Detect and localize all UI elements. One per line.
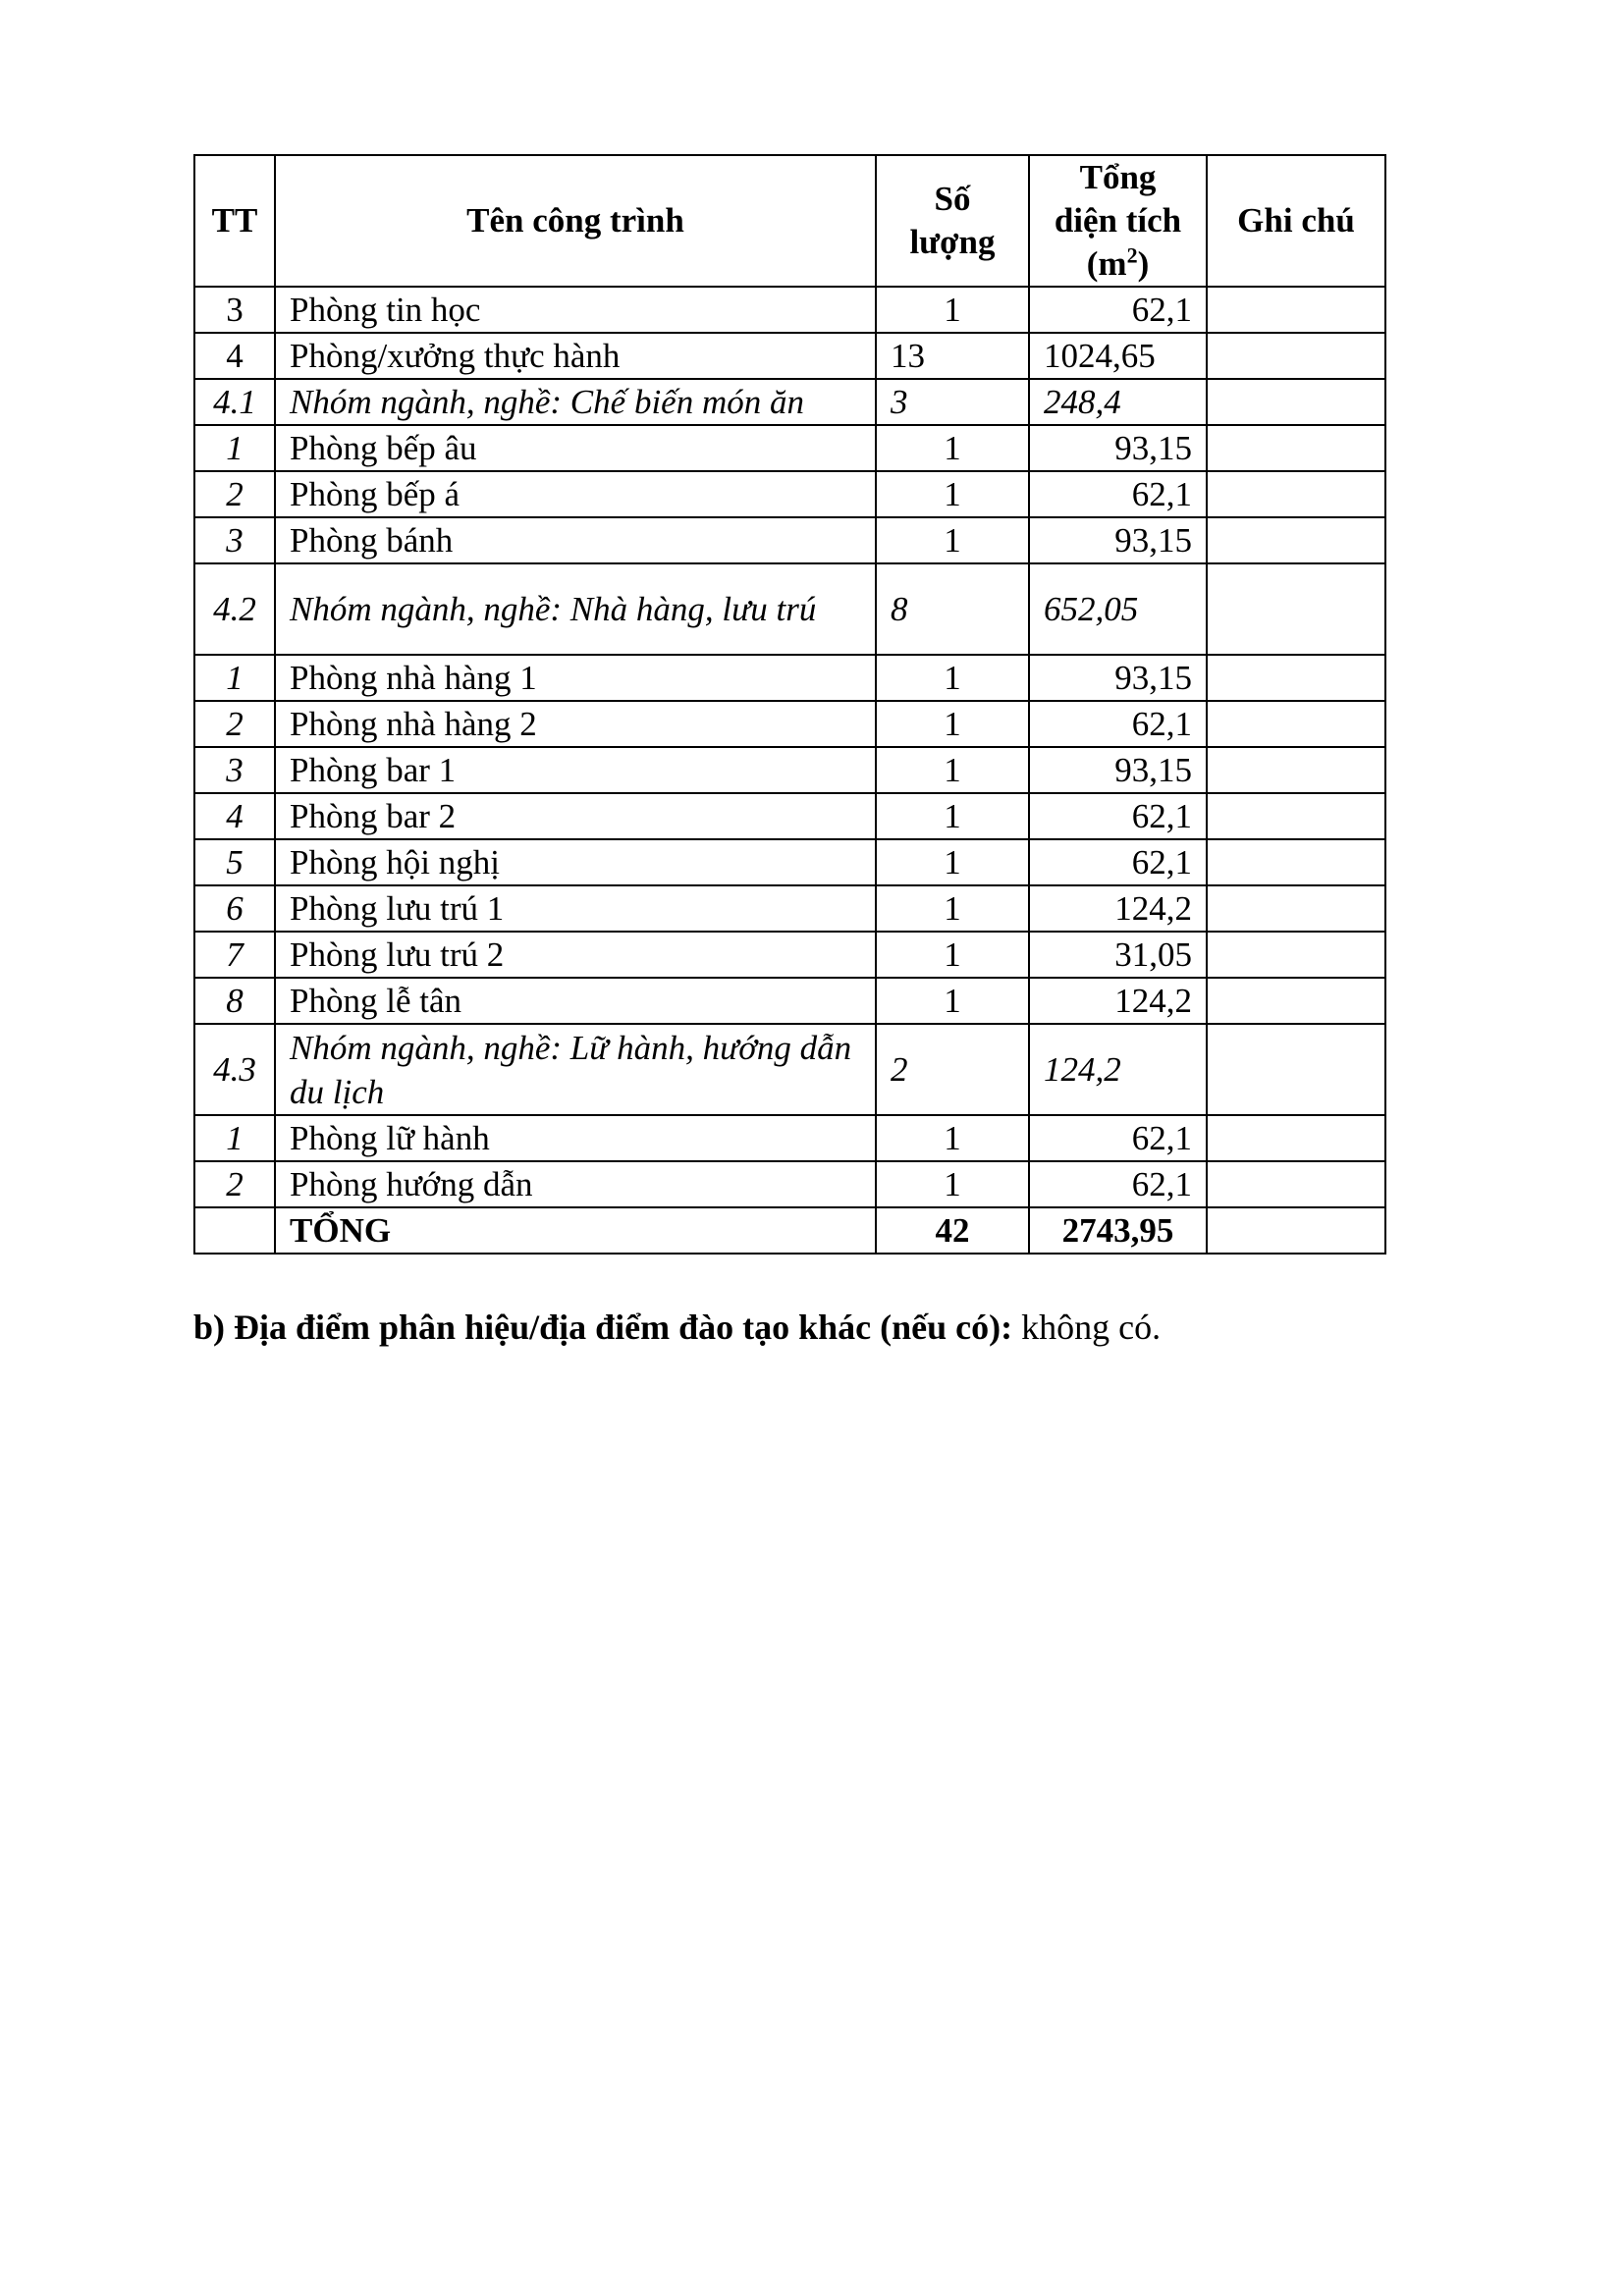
cell-qty: 2: [876, 1024, 1029, 1115]
cell-name: Phòng bếp á: [275, 471, 876, 517]
cell-tt: 4.1: [194, 379, 275, 425]
cell-note: [1207, 932, 1385, 978]
cell-name: Phòng hướng dẫn: [275, 1161, 876, 1207]
cell-qty: 1: [876, 1115, 1029, 1161]
cell-tt: 2: [194, 701, 275, 747]
cell-note: [1207, 1161, 1385, 1207]
cell-name: Phòng bar 2: [275, 793, 876, 839]
header-area: [1029, 155, 1207, 287]
cell-tt: 4.3: [194, 1024, 275, 1115]
header-note: Ghi chú: [1207, 155, 1385, 287]
cell-note: [1207, 701, 1385, 747]
cell-name: Phòng lưu trú 2: [275, 932, 876, 978]
cell-area: 652,05: [1029, 563, 1207, 655]
cell-name: Nhóm ngành, nghề: Nhà hàng, lưu trú: [275, 563, 876, 655]
cell-area: 93,15: [1029, 517, 1207, 563]
cell-tt: 3: [194, 287, 275, 333]
cell-area: 62,1: [1029, 839, 1207, 885]
table-row: [194, 287, 1385, 333]
cell-qty: 1: [876, 747, 1029, 793]
cell-note: [1207, 1024, 1385, 1115]
cell-note: [1207, 563, 1385, 655]
header-tt: TT: [194, 155, 275, 287]
cell-qty: 1: [876, 425, 1029, 471]
cell-note: [1207, 839, 1385, 885]
cell-area: 93,15: [1029, 655, 1207, 701]
table-row: [194, 655, 1385, 701]
cell-name: Phòng lễ tân: [275, 978, 876, 1024]
total-area: 2743,95: [1029, 1207, 1207, 1254]
cell-qty: 13: [876, 333, 1029, 379]
cell-note: [1207, 1207, 1385, 1254]
cell-tt: 8: [194, 978, 275, 1024]
header-area-unit: $(m^2)$: [1086, 242, 1150, 283]
table-row: [194, 333, 1385, 379]
cell-area: 62,1: [1029, 287, 1207, 333]
cell-note: [1207, 425, 1385, 471]
cell-name: Phòng bánh: [275, 517, 876, 563]
cell-note: [1207, 379, 1385, 425]
header-area-line2: diện tích: [1054, 201, 1182, 240]
cell-area: 124,2: [1029, 885, 1207, 932]
table-row: [194, 885, 1385, 932]
cell-qty: 1: [876, 517, 1029, 563]
cell-tt: 7: [194, 932, 275, 978]
cell-tt: 4.2: [194, 563, 275, 655]
cell-area: 62,1: [1029, 471, 1207, 517]
cell-area: 62,1: [1029, 701, 1207, 747]
cell-area: 62,1: [1029, 1115, 1207, 1161]
cell-area: 31,05: [1029, 932, 1207, 978]
cell-qty: 1: [876, 287, 1029, 333]
table-row: [194, 932, 1385, 978]
cell-note: [1207, 793, 1385, 839]
table-row: [194, 747, 1385, 793]
cell-tt: 5: [194, 839, 275, 885]
header-qty-line2: lượng: [909, 223, 996, 261]
table-group-row: [194, 563, 1385, 655]
total-label: TỔNG: [275, 1207, 876, 1254]
cell-area: 124,2: [1029, 1024, 1207, 1115]
footer-note-label: b) Địa điểm phân hiệu/địa điểm đào tạo khác (nếu có):: [193, 1308, 1013, 1347]
cell-note: [1207, 655, 1385, 701]
table-row: [194, 517, 1385, 563]
cell-qty: 8: [876, 563, 1029, 655]
cell-tt: 1: [194, 1115, 275, 1161]
cell-tt: 4: [194, 793, 275, 839]
table-header-row: [194, 155, 1385, 287]
cell-area: 93,15: [1029, 425, 1207, 471]
cell-qty: 1: [876, 978, 1029, 1024]
cell-tt: [194, 1207, 275, 1254]
cell-area: 248,4: [1029, 379, 1207, 425]
cell-qty: 1: [876, 1161, 1029, 1207]
cell-note: [1207, 517, 1385, 563]
cell-qty: 1: [876, 793, 1029, 839]
cell-name: Phòng bếp âu: [275, 425, 876, 471]
table-row: [194, 701, 1385, 747]
table-row: [194, 1115, 1385, 1161]
cell-name: Phòng nhà hàng 2: [275, 701, 876, 747]
cell-note: [1207, 747, 1385, 793]
cell-qty: 3: [876, 379, 1029, 425]
cell-name: Phòng lữ hành: [275, 1115, 876, 1161]
cell-tt: 1: [194, 655, 275, 701]
cell-note: [1207, 1115, 1385, 1161]
cell-note: [1207, 978, 1385, 1024]
table-row: [194, 1161, 1385, 1207]
header-name: Tên công trình: [275, 155, 876, 287]
cell-area: 62,1: [1029, 793, 1207, 839]
cell-area: 124,2: [1029, 978, 1207, 1024]
cell-qty: 1: [876, 701, 1029, 747]
cell-qty: 1: [876, 471, 1029, 517]
header-qty-line1: Số: [934, 180, 971, 218]
cell-note: [1207, 885, 1385, 932]
cell-note: [1207, 287, 1385, 333]
cell-note: [1207, 471, 1385, 517]
table-row: [194, 839, 1385, 885]
cell-tt: 3: [194, 517, 275, 563]
cell-tt: 2: [194, 1161, 275, 1207]
table-body: [194, 287, 1385, 1254]
total-qty: 42: [876, 1207, 1029, 1254]
table-group-row: [194, 379, 1385, 425]
cell-name: Phòng/xưởng thực hành: [275, 333, 876, 379]
cell-area: 62,1: [1029, 1161, 1207, 1207]
cell-qty: 1: [876, 839, 1029, 885]
cell-tt: 6: [194, 885, 275, 932]
cell-name: Phòng tin học: [275, 287, 876, 333]
cell-name: Nhóm ngành, nghề: Lữ hành, hướng dẫn du lịch: [275, 1024, 876, 1115]
cell-tt: 2: [194, 471, 275, 517]
header-area-line1: Tổng: [1079, 158, 1157, 196]
table-group-row: [194, 1024, 1385, 1115]
facility-table: [193, 154, 1386, 1255]
cell-note: [1207, 333, 1385, 379]
cell-name: Phòng lưu trú 1: [275, 885, 876, 932]
cell-qty: 1: [876, 655, 1029, 701]
table-row: [194, 425, 1385, 471]
cell-name: Phòng hội nghị: [275, 839, 876, 885]
table-total-row: [194, 1207, 1385, 1254]
cell-area: 1024,65: [1029, 333, 1207, 379]
footer-note: [193, 1306, 1161, 1349]
cell-area: 93,15: [1029, 747, 1207, 793]
table-row: [194, 471, 1385, 517]
cell-tt: 3: [194, 747, 275, 793]
table-row: [194, 978, 1385, 1024]
cell-tt: 4: [194, 333, 275, 379]
cell-name: Nhóm ngành, nghề: Chế biến món ăn: [275, 379, 876, 425]
cell-name: Phòng nhà hàng 1: [275, 655, 876, 701]
cell-tt: 1: [194, 425, 275, 471]
table-row: [194, 793, 1385, 839]
cell-name: Phòng bar 1: [275, 747, 876, 793]
cell-qty: 1: [876, 932, 1029, 978]
header-qty: [876, 155, 1029, 287]
cell-qty: 1: [876, 885, 1029, 932]
footer-note-value: không có.: [1012, 1308, 1162, 1347]
